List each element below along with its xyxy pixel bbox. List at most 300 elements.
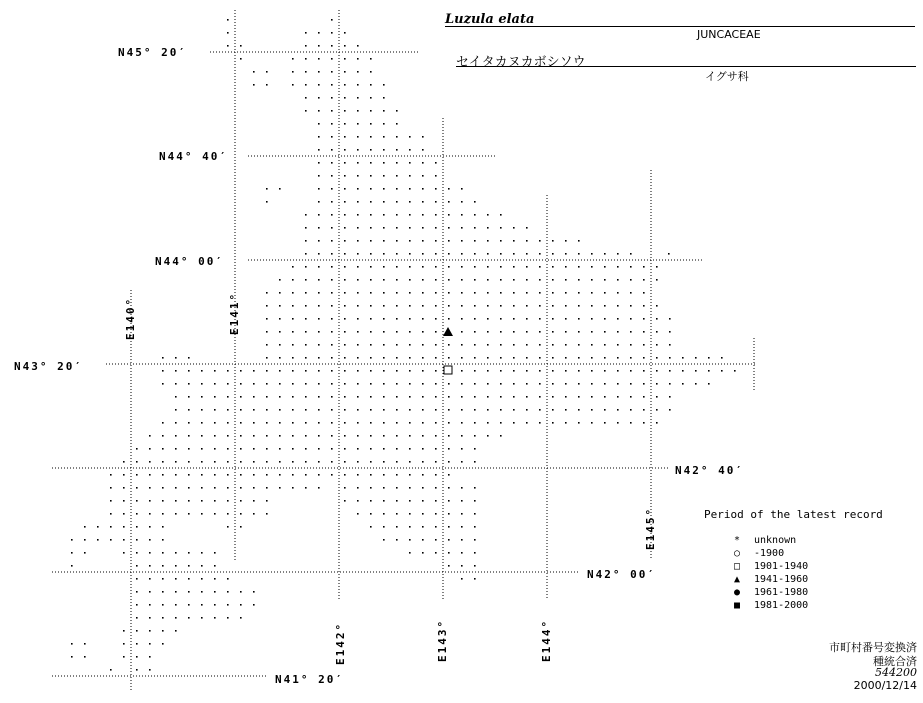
grid-dot: [370, 474, 372, 476]
grid-dot: [240, 513, 242, 515]
grid-dot: [370, 136, 372, 138]
grid-dot: [240, 396, 242, 398]
grid-dot: [331, 32, 333, 34]
grid-dot: [461, 279, 463, 281]
grid-dot: [435, 435, 437, 437]
grid-dot: [188, 396, 190, 398]
grid-dot: [383, 435, 385, 437]
grid-dot: [487, 292, 489, 294]
grid-dot: [578, 292, 580, 294]
grid-dot: [266, 409, 268, 411]
grid-dot: [604, 266, 606, 268]
grid-dot: [357, 84, 359, 86]
grid-dot: [396, 162, 398, 164]
grid-dot: [240, 422, 242, 424]
grid-dot: [292, 305, 294, 307]
grid-dot: [383, 292, 385, 294]
grid-dot: [461, 214, 463, 216]
grid-dot: [188, 448, 190, 450]
asterisk-icon: *: [733, 535, 741, 546]
grid-dot: [149, 617, 151, 619]
grid-dot: [318, 201, 320, 203]
grid-dot: [357, 201, 359, 203]
grid-dot: [136, 656, 138, 658]
grid-dot: [461, 422, 463, 424]
grid-dot: [604, 357, 606, 359]
grid-dot: [266, 305, 268, 307]
grid-dot: [292, 84, 294, 86]
lon-label-e140: E140°: [124, 296, 137, 340]
grid-dot: [461, 396, 463, 398]
grid-dot: [435, 357, 437, 359]
grid-dot: [565, 305, 567, 307]
grid-dot: [84, 656, 86, 658]
grid-dot: [318, 149, 320, 151]
grid-dot: [643, 357, 645, 359]
grid-dot: [435, 487, 437, 489]
grid-dot: [409, 409, 411, 411]
grid-dot: [383, 409, 385, 411]
grid-dot: [318, 227, 320, 229]
grid-dot: [396, 357, 398, 359]
grid-dot: [435, 253, 437, 255]
grid-dot: [188, 500, 190, 502]
grid-dot: [357, 292, 359, 294]
grid-dot: [552, 409, 554, 411]
grid-dot: [344, 500, 346, 502]
grid-dot: [409, 383, 411, 385]
grid-dot: [201, 370, 203, 372]
grid-dot: [396, 383, 398, 385]
grid-dot: [435, 383, 437, 385]
grid-dot: [448, 279, 450, 281]
grid-dot: [435, 422, 437, 424]
grid-dot: [227, 19, 229, 21]
grid-dot: [149, 669, 151, 671]
grid-dot: [669, 383, 671, 385]
grid-dot: [643, 370, 645, 372]
grid-dot: [305, 409, 307, 411]
grid-dot: [552, 318, 554, 320]
grid-dot: [487, 227, 489, 229]
grid-dot: [461, 357, 463, 359]
grid-dot: [240, 370, 242, 372]
grid-dot: [708, 357, 710, 359]
grid-dot: [526, 422, 528, 424]
grid-dot: [565, 396, 567, 398]
grid-dot: [409, 149, 411, 151]
grid-dot: [409, 357, 411, 359]
grid-dot: [227, 474, 229, 476]
grid-dot: [253, 474, 255, 476]
footer-date: 2000/12/14: [853, 679, 917, 692]
grid-dot: [123, 500, 125, 502]
grid-dot: [305, 279, 307, 281]
grid-dot: [578, 279, 580, 281]
graticule: [52, 10, 756, 690]
grid-dot: [357, 305, 359, 307]
grid-dot: [292, 71, 294, 73]
footer-merged: 種統合済: [873, 655, 917, 668]
grid-dot: [578, 253, 580, 255]
grid-dot: [513, 396, 515, 398]
grid-dot: [305, 227, 307, 229]
grid-dot: [500, 292, 502, 294]
grid-dot: [253, 448, 255, 450]
grid-dot: [500, 227, 502, 229]
grid-dot: [643, 318, 645, 320]
grid-dot: [318, 435, 320, 437]
grid-dot: [630, 266, 632, 268]
grid-dot: [175, 474, 177, 476]
grid-dot: [305, 331, 307, 333]
grid-dot: [279, 461, 281, 463]
grid-dot: [149, 487, 151, 489]
grid-dot: [383, 318, 385, 320]
grid-dot: [227, 383, 229, 385]
grid-dot: [604, 305, 606, 307]
grid-dot: [656, 318, 658, 320]
grid-dot: [149, 461, 151, 463]
grid-dot: [227, 500, 229, 502]
grid-dot: [136, 526, 138, 528]
grid-dot: [227, 604, 229, 606]
grid-dot: [396, 149, 398, 151]
grid-dot: [656, 279, 658, 281]
grid-dot: [240, 617, 242, 619]
grid-dot: [162, 513, 164, 515]
grid-dot: [383, 97, 385, 99]
grid-dot: [526, 409, 528, 411]
grid-dot: [474, 526, 476, 528]
grid-dot: [604, 409, 606, 411]
grid-dot: [435, 409, 437, 411]
grid-dot: [617, 383, 619, 385]
grid-dot: [201, 409, 203, 411]
grid-dot: [292, 357, 294, 359]
grid-dot: [435, 266, 437, 268]
grid-dot: [370, 123, 372, 125]
grid-dot: [162, 539, 164, 541]
grid-dot: [331, 292, 333, 294]
grid-dot: [370, 305, 372, 307]
grid-dot: [487, 318, 489, 320]
grid-dot: [448, 240, 450, 242]
grid-dot: [370, 383, 372, 385]
grid-dot: [188, 461, 190, 463]
grid-dot: [643, 409, 645, 411]
grid-dot: [383, 149, 385, 151]
grid-dot: [422, 344, 424, 346]
grid-dot: [513, 409, 515, 411]
grid-dot: [201, 448, 203, 450]
grid-dot: [149, 474, 151, 476]
grid-dot: [344, 305, 346, 307]
grid-dot: [383, 279, 385, 281]
grid-dot: [201, 422, 203, 424]
grid-dot: [136, 461, 138, 463]
grid-dot: [357, 58, 359, 60]
grid-dot: [539, 383, 541, 385]
grid-dot: [396, 474, 398, 476]
grid-dot: [305, 214, 307, 216]
grid-dot: [383, 253, 385, 255]
grid-dot: [266, 357, 268, 359]
grid-dot: [136, 669, 138, 671]
grid-dot: [292, 474, 294, 476]
grid-dot: [123, 552, 125, 554]
grid-dot: [292, 383, 294, 385]
grid-dot: [435, 227, 437, 229]
grid-dot: [643, 344, 645, 346]
grid-dot: [526, 370, 528, 372]
grid-dot: [526, 344, 528, 346]
grid-dot: [591, 422, 593, 424]
grid-dot: [435, 162, 437, 164]
grid-dot: [630, 305, 632, 307]
grid-dot: [227, 45, 229, 47]
grid-dot: [201, 513, 203, 515]
grid-dot: [448, 396, 450, 398]
grid-dot: [461, 253, 463, 255]
grid-dot: [162, 643, 164, 645]
grid-dot: [71, 539, 73, 541]
grid-dot: [474, 214, 476, 216]
grid-dot: [630, 279, 632, 281]
grid-dot: [201, 435, 203, 437]
grid-dot: [448, 565, 450, 567]
grid-dot: [266, 71, 268, 73]
grid-dot: [318, 448, 320, 450]
grid-dot: [513, 279, 515, 281]
grid-dot: [383, 513, 385, 515]
grid-dot: [136, 487, 138, 489]
grid-dot: [435, 552, 437, 554]
grid-dot: [240, 591, 242, 593]
grid-dot: [266, 461, 268, 463]
grid-dot: [240, 461, 242, 463]
grid-dot: [110, 500, 112, 502]
footer-code: [875, 666, 917, 679]
grid-dot: [110, 487, 112, 489]
grid-dot: [682, 357, 684, 359]
grid-dot: [344, 409, 346, 411]
grid-dot: [331, 344, 333, 346]
grid-dot: [578, 305, 580, 307]
grid-dot: [318, 396, 320, 398]
grid-dot: [279, 474, 281, 476]
grid-dot: [474, 370, 476, 372]
grid-dot: [292, 435, 294, 437]
grid-dot: [422, 500, 424, 502]
grid-dot: [500, 370, 502, 372]
grid-dot: [409, 162, 411, 164]
grid-dot: [344, 175, 346, 177]
grid-dot: [357, 383, 359, 385]
grid-dot: [383, 188, 385, 190]
grid-dot: [409, 370, 411, 372]
grid-dot: [240, 435, 242, 437]
grid-dot: [487, 409, 489, 411]
grid-dot: [656, 409, 658, 411]
grid-dot: [422, 487, 424, 489]
grid-dot: [422, 253, 424, 255]
grid-dot: [370, 84, 372, 86]
grid-dot: [396, 266, 398, 268]
grid-dot: [188, 435, 190, 437]
grid-dot: [474, 539, 476, 541]
grid-dot: [149, 513, 151, 515]
grid-dot: [331, 149, 333, 151]
grid-dot: [448, 201, 450, 203]
grid-dot: [409, 461, 411, 463]
grid-dot: [383, 123, 385, 125]
grid-dot: [305, 292, 307, 294]
grid-dot: [539, 292, 541, 294]
grid-dot: [448, 539, 450, 541]
grid-dot: [513, 266, 515, 268]
grid-dot: [305, 71, 307, 73]
grid-dot: [500, 422, 502, 424]
grid-dot: [500, 396, 502, 398]
grid-dot: [461, 565, 463, 567]
grid-dot: [500, 357, 502, 359]
grid-dot: [383, 474, 385, 476]
grid-dot: [136, 565, 138, 567]
grid-dot: [331, 370, 333, 372]
grid-dot: [435, 448, 437, 450]
grid-dot: [357, 461, 359, 463]
grid-dot: [136, 630, 138, 632]
grid-dot: [305, 305, 307, 307]
grid-dot: [344, 370, 346, 372]
grid-dot: [383, 539, 385, 541]
grid-dot: [136, 513, 138, 515]
grid-dot: [344, 474, 346, 476]
grid-dot: [383, 305, 385, 307]
grid-dot: [331, 136, 333, 138]
grid-dot: [331, 474, 333, 476]
grid-dot: [474, 253, 476, 255]
grid-dot: [357, 279, 359, 281]
grid-dot: [578, 344, 580, 346]
grid-dot: [357, 487, 359, 489]
grid-dot: [513, 318, 515, 320]
grid-dot: [318, 357, 320, 359]
grid-dot: [370, 97, 372, 99]
grid-dot: [162, 435, 164, 437]
grid-dot: [565, 383, 567, 385]
open-circle-icon: ○: [733, 548, 741, 559]
grid-dot: [409, 305, 411, 307]
grid-dot: [227, 435, 229, 437]
grid-dot: [240, 474, 242, 476]
legend-item-1901-1940: [730, 561, 808, 572]
grid-dot: [604, 279, 606, 281]
grid-dot: [266, 396, 268, 398]
family-japanese: イグサ科: [705, 70, 749, 83]
grid-dot: [474, 292, 476, 294]
grid-dot: [149, 552, 151, 554]
grid-dot: [253, 71, 255, 73]
grid-dot: [617, 370, 619, 372]
grid-dot: [552, 331, 554, 333]
grid-dot: [370, 292, 372, 294]
grid-dot: [344, 266, 346, 268]
grid-dot: [513, 344, 515, 346]
grid-dot: [526, 383, 528, 385]
lat-label-n44-00: N44° 00′: [155, 255, 224, 268]
grid-dot: [240, 526, 242, 528]
grid-dot: [305, 253, 307, 255]
grid-dot: [708, 370, 710, 372]
grid-dot: [201, 383, 203, 385]
grid-dot: [383, 227, 385, 229]
grid-dot: [409, 214, 411, 216]
grid-dot: [188, 357, 190, 359]
grid-dot: [422, 136, 424, 138]
grid-dot: [149, 526, 151, 528]
grid-dot: [578, 318, 580, 320]
grid-dot: [175, 357, 177, 359]
grid-dot: [565, 409, 567, 411]
grid-dot: [383, 383, 385, 385]
grid-dot: [487, 370, 489, 372]
grid-dot: [331, 123, 333, 125]
grid-dot: [721, 370, 723, 372]
grid-dot: [474, 500, 476, 502]
grid-dot: [396, 526, 398, 528]
grid-dot: [539, 253, 541, 255]
grid-dot: [370, 188, 372, 190]
grid-dot: [565, 370, 567, 372]
grid-dot: [435, 188, 437, 190]
grid-dot: [448, 214, 450, 216]
grid-dot: [552, 253, 554, 255]
grid-dot: [422, 240, 424, 242]
grid-dot: [266, 513, 268, 515]
grid-dot: [409, 396, 411, 398]
grid-dot: [474, 383, 476, 385]
grid-dot: [526, 357, 528, 359]
grid-dot: [214, 370, 216, 372]
grid-dot: [357, 357, 359, 359]
grid-dot: [422, 279, 424, 281]
grid-dot: [175, 396, 177, 398]
grid-dot: [305, 58, 307, 60]
grid-dot: [162, 578, 164, 580]
grid-dot: [617, 266, 619, 268]
grid-dot: [344, 383, 346, 385]
grid-dot: [513, 370, 515, 372]
footer-code-text: 544200: [875, 666, 917, 679]
grid-dot: [448, 461, 450, 463]
grid-dot: [331, 201, 333, 203]
grid-dot: [292, 461, 294, 463]
grid-dot: [617, 409, 619, 411]
grid-dot: [435, 318, 437, 320]
grid-dot: [188, 552, 190, 554]
grid-dot: [409, 435, 411, 437]
grid-dot: [526, 396, 528, 398]
grid-dot: [604, 422, 606, 424]
grid-dot: [630, 331, 632, 333]
grid-dot: [266, 201, 268, 203]
legend-label: 1981-2000: [754, 600, 809, 611]
grid-dot: [383, 266, 385, 268]
grid-dot: [344, 448, 346, 450]
grid-dot: [318, 461, 320, 463]
